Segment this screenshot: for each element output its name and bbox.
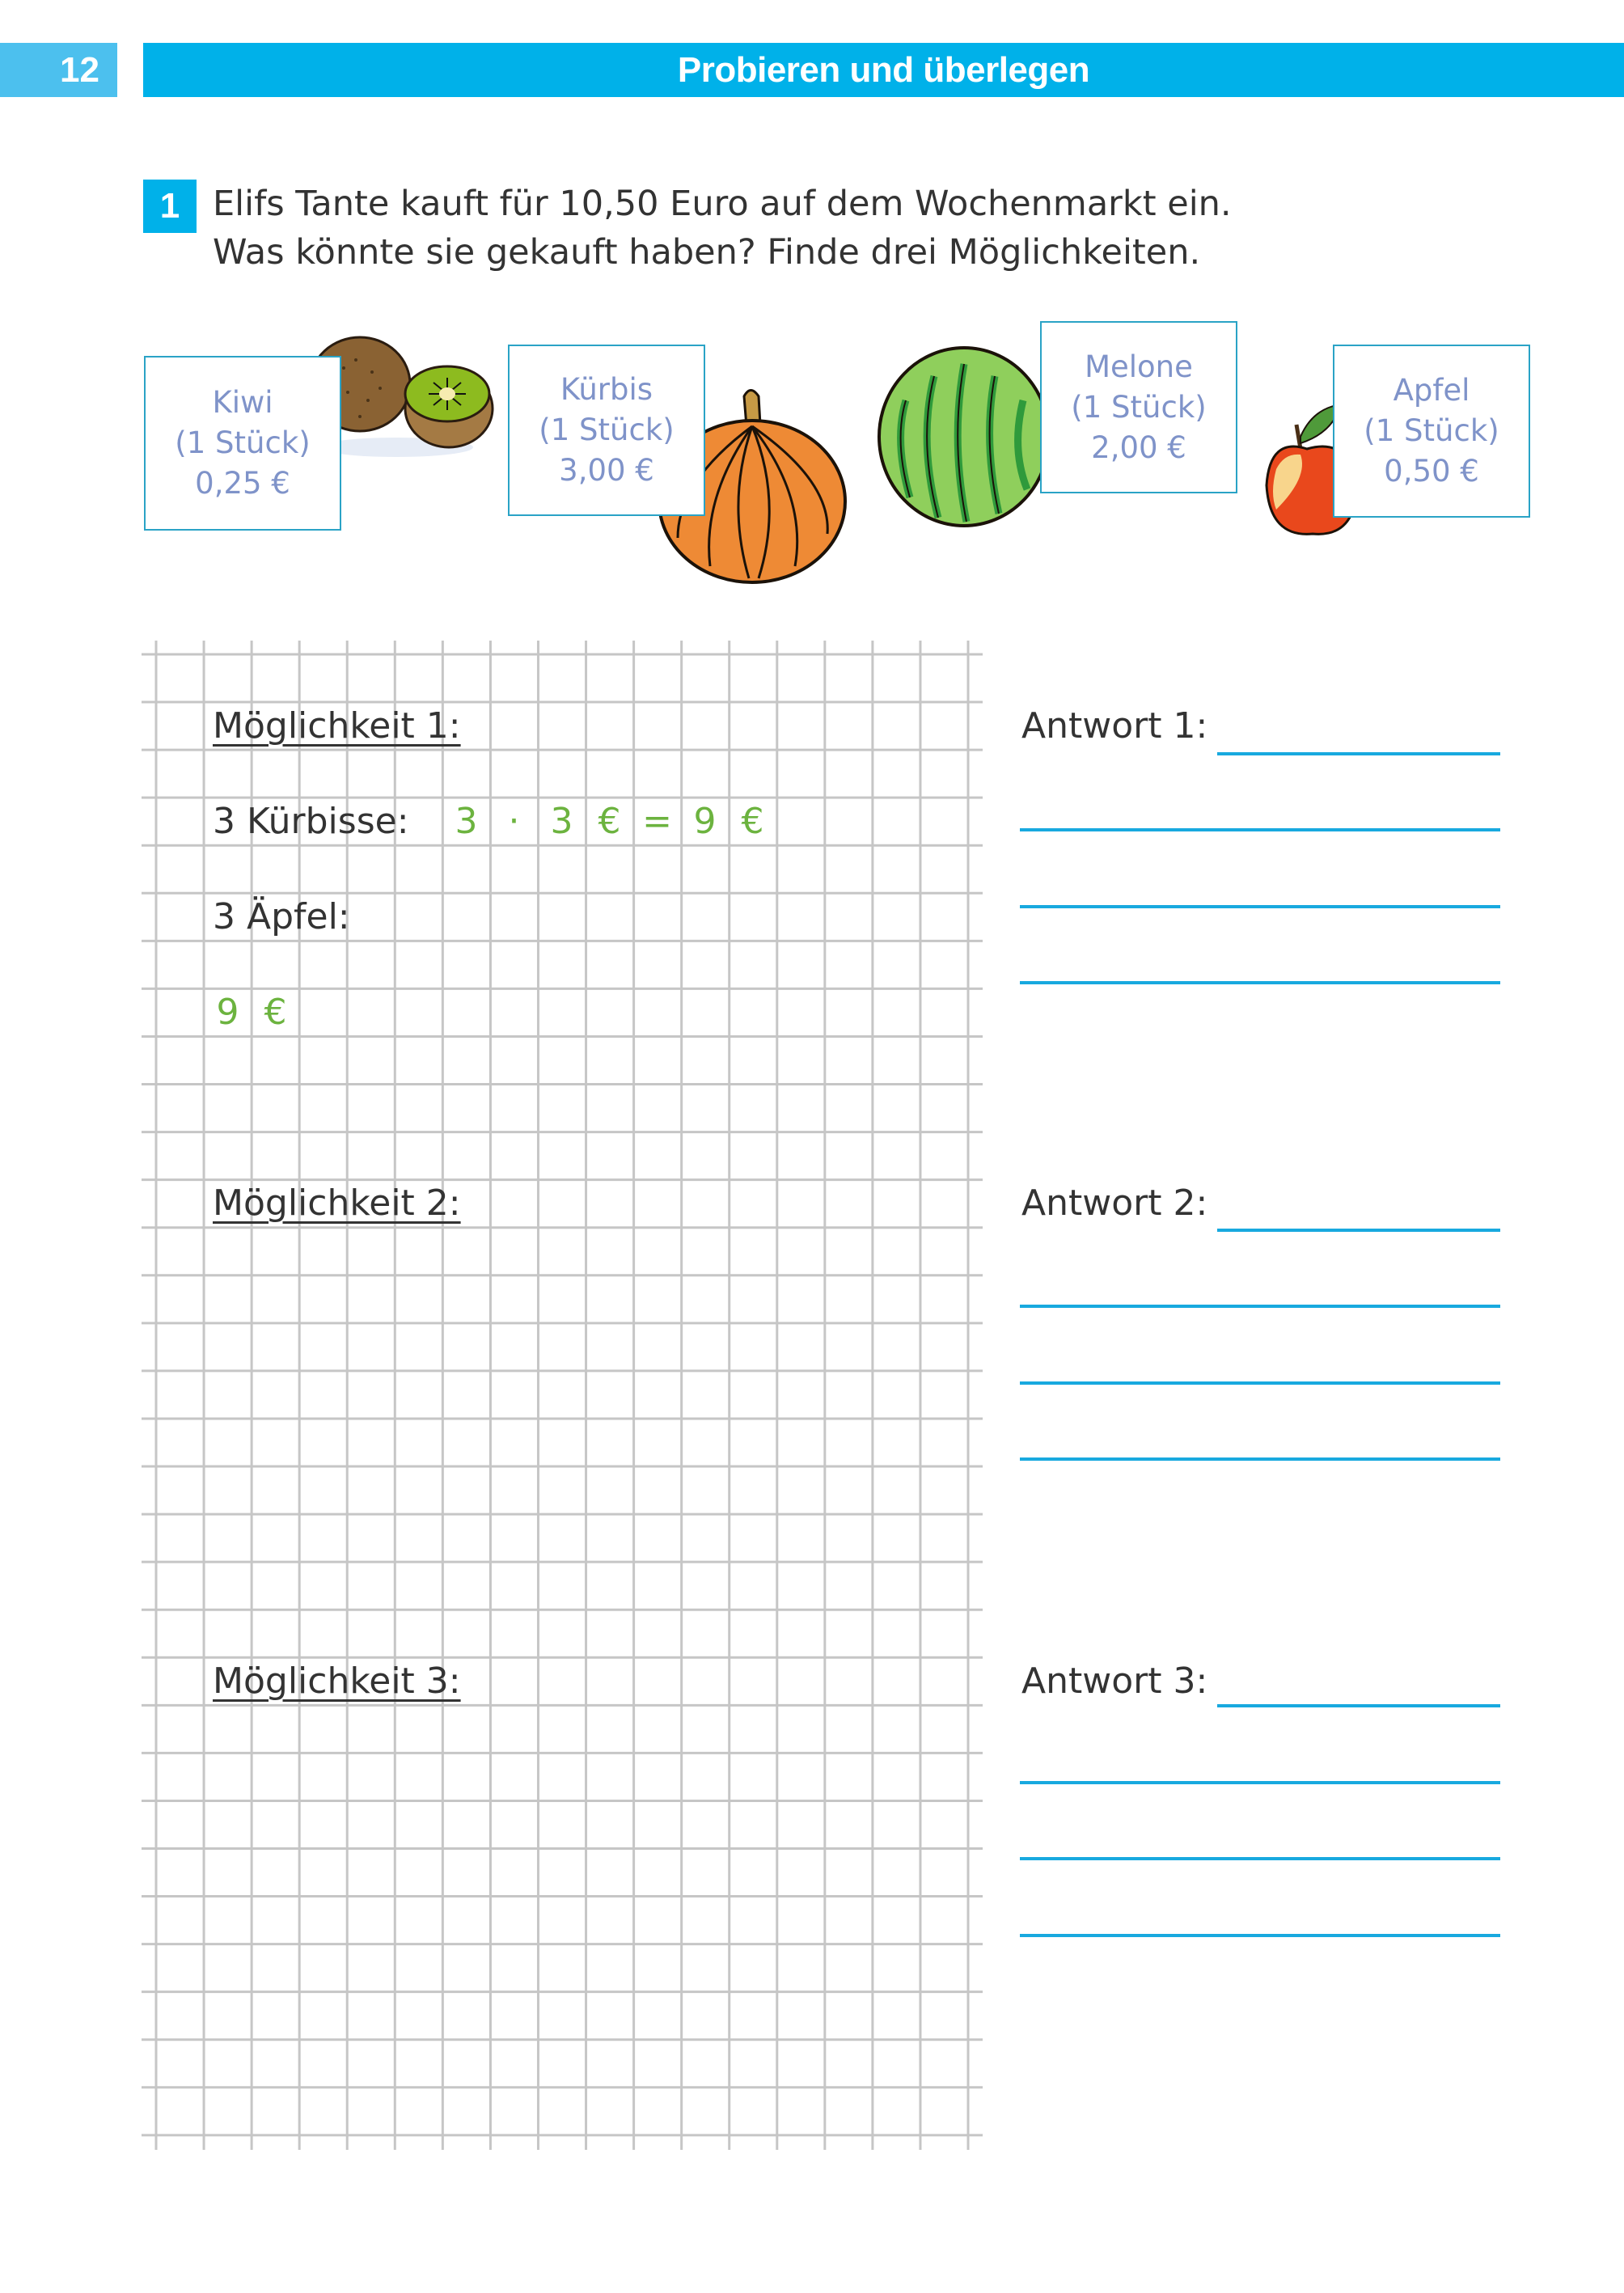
price-tag-apple: [1333, 345, 1530, 518]
calc-cell: ·: [508, 801, 520, 842]
price-tag-melon: [1040, 321, 1237, 493]
price-tag-name: Apfel: [1393, 373, 1470, 408]
possibility-2-label: Möglichkeit 2:: [213, 1182, 461, 1224]
calc-cell: 3: [550, 801, 573, 842]
calc-cell: €: [598, 801, 621, 842]
price-tag-unit: (1 Stück): [539, 412, 675, 447]
price-tag-unit: (1 Stück): [1364, 413, 1499, 448]
answer-1-label: Antwort 1:: [1021, 705, 1208, 747]
answer-3-line-3[interactable]: [1020, 1857, 1500, 1860]
melon-icon: [873, 344, 1055, 530]
answer-3-line-4[interactable]: [1020, 1934, 1500, 1937]
answer-2-line-3[interactable]: [1020, 1381, 1500, 1385]
answer-1-line-2[interactable]: [1020, 828, 1500, 831]
price-tag-pumpkin: [508, 345, 705, 516]
answer-2-label: Antwort 2:: [1021, 1182, 1208, 1224]
price-tag-kiwi: [144, 356, 341, 531]
price-tag-price: 3,00 €: [559, 453, 654, 488]
calc-cell: 9: [216, 992, 239, 1033]
answer-1-line-1[interactable]: [1217, 752, 1500, 755]
answer-3-label: Antwort 3:: [1021, 1661, 1208, 1702]
task-instructions: [213, 180, 1232, 277]
calc-cell: €: [741, 801, 764, 842]
page-number: 12: [0, 43, 117, 97]
price-tag-name: Melone: [1085, 349, 1193, 384]
task-number-badge: 1: [143, 180, 197, 233]
page-title: Probieren und überlegen: [143, 43, 1624, 97]
answer-1-line-4[interactable]: [1020, 981, 1500, 984]
calc-cell: 3: [455, 801, 478, 842]
answer-3-line-1[interactable]: [1217, 1704, 1500, 1707]
task-line-2: Was könnte sie gekauft haben? Finde drei Möglichkeiten.: [213, 232, 1201, 273]
example-row-pumpkins-label: 3 Kürbisse:: [213, 801, 409, 842]
price-tag-name: Kürbis: [560, 372, 653, 407]
example-row-apples-label: 3 Äpfel:: [213, 896, 350, 937]
price-tag-price: 0,50 €: [1384, 454, 1479, 489]
answer-2-line-1[interactable]: [1217, 1229, 1500, 1232]
answer-2-line-2[interactable]: [1020, 1305, 1500, 1308]
calc-cell: =: [642, 801, 672, 842]
possibility-3-label: Möglichkeit 3:: [213, 1661, 461, 1702]
price-tag-price: 2,00 €: [1091, 429, 1186, 465]
price-tag-name: Kiwi: [212, 385, 273, 420]
calc-cell: €: [264, 992, 287, 1033]
calc-cell: 9: [693, 801, 717, 842]
task-line-1: Elifs Tante kauft für 10,50 Euro auf dem Wochenmarkt ein.: [213, 184, 1232, 224]
price-tag-price: 0,25 €: [195, 466, 290, 501]
answer-3-line-2[interactable]: [1020, 1781, 1500, 1784]
price-tag-unit: (1 Stück): [175, 425, 311, 460]
possibility-1-label: Möglichkeit 1:: [213, 705, 461, 747]
price-tag-unit: (1 Stück): [1071, 389, 1207, 425]
answer-2-line-4[interactable]: [1020, 1457, 1500, 1461]
answer-1-line-3[interactable]: [1020, 905, 1500, 908]
